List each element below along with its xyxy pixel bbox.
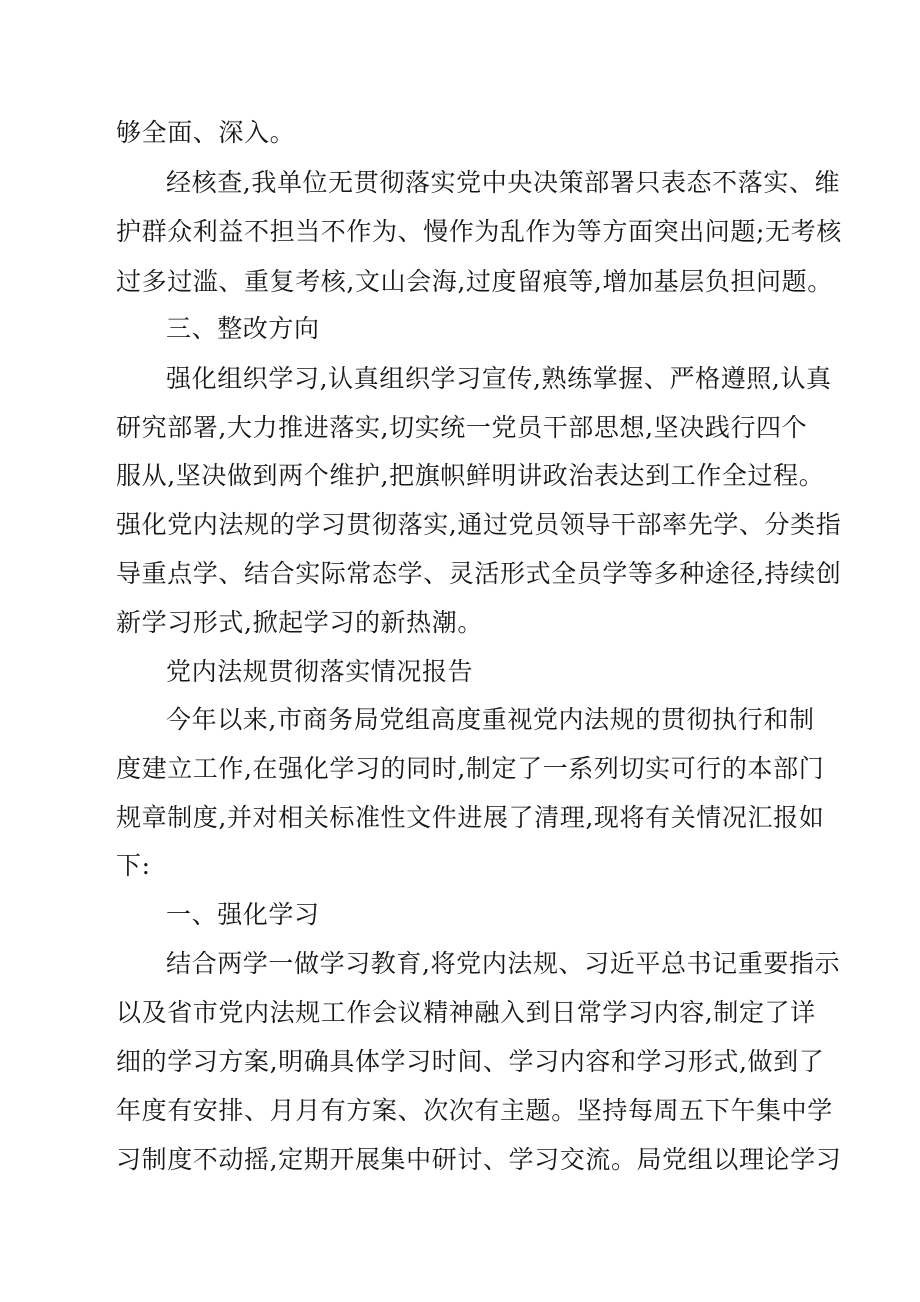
text-line: 够全面、深入。: [116, 118, 296, 147]
text-line: 下:: [116, 851, 151, 880]
section-heading: 三、整改方向: [166, 314, 320, 343]
text-line: 结合两学一做学习教育,将党内法规、习近平总书记重要指示: [166, 949, 841, 978]
text-line: 经核查,我单位无贯彻落实党中央决策部署只表态不落实、维: [166, 168, 841, 197]
text-line: 细的学习方案,明确具体学习时间、学习内容和学习形式,做到了: [116, 1047, 825, 1076]
report-title: 党内法规贯彻落实情况报告: [166, 657, 474, 686]
text-line: 今年以来,市商务局党组高度重视党内法规的贯彻执行和制: [166, 705, 815, 734]
text-line: 年度有安排、月月有方案、次次有主题。坚持每周五下午集中学: [116, 1096, 833, 1125]
text-line: 以及省市党内法规工作会议精神融入到日常学习内容,制定了详: [116, 998, 816, 1027]
text-line: 过多过滥、重复考核,文山会海,过度留痕等,增加基层负担问题。: [116, 267, 833, 296]
text-line: 服从,坚决做到两个维护,把旗帜鲜明讲政治表达到工作全过程。: [116, 461, 825, 490]
text-line: 强化组织学习,认真组织学习宣传,熟练掌握、严格遵照,认真: [166, 364, 832, 393]
text-line: 度建立工作,在强化学习的同时,制定了一系列切实可行的本部门: [116, 754, 825, 783]
section-heading: 一、强化学习: [166, 900, 320, 929]
text-line: 导重点学、结合实际常态学、灵活形式全员学等多种途径,持续创: [116, 559, 842, 588]
text-line: 习制度不动摇,定期开展集中研讨、学习交流。局党组以理论学习: [116, 1145, 842, 1174]
text-line: 强化党内法规的学习贯彻落实,通过党员领导干部率先学、分类指: [116, 510, 842, 539]
text-line: 护群众利益不担当不作为、慢作为乱作为等方面突出问题;无考核: [116, 217, 842, 246]
text-line: 研究部署,大力推进落实,切实统一党员干部思想,坚决践行四个: [116, 413, 808, 442]
text-line: 规章制度,并对相关标准性文件进展了清理,现将有关情况汇报如: [116, 803, 825, 832]
text-line: 新学习形式,掀起学习的新热潮。: [116, 608, 483, 637]
